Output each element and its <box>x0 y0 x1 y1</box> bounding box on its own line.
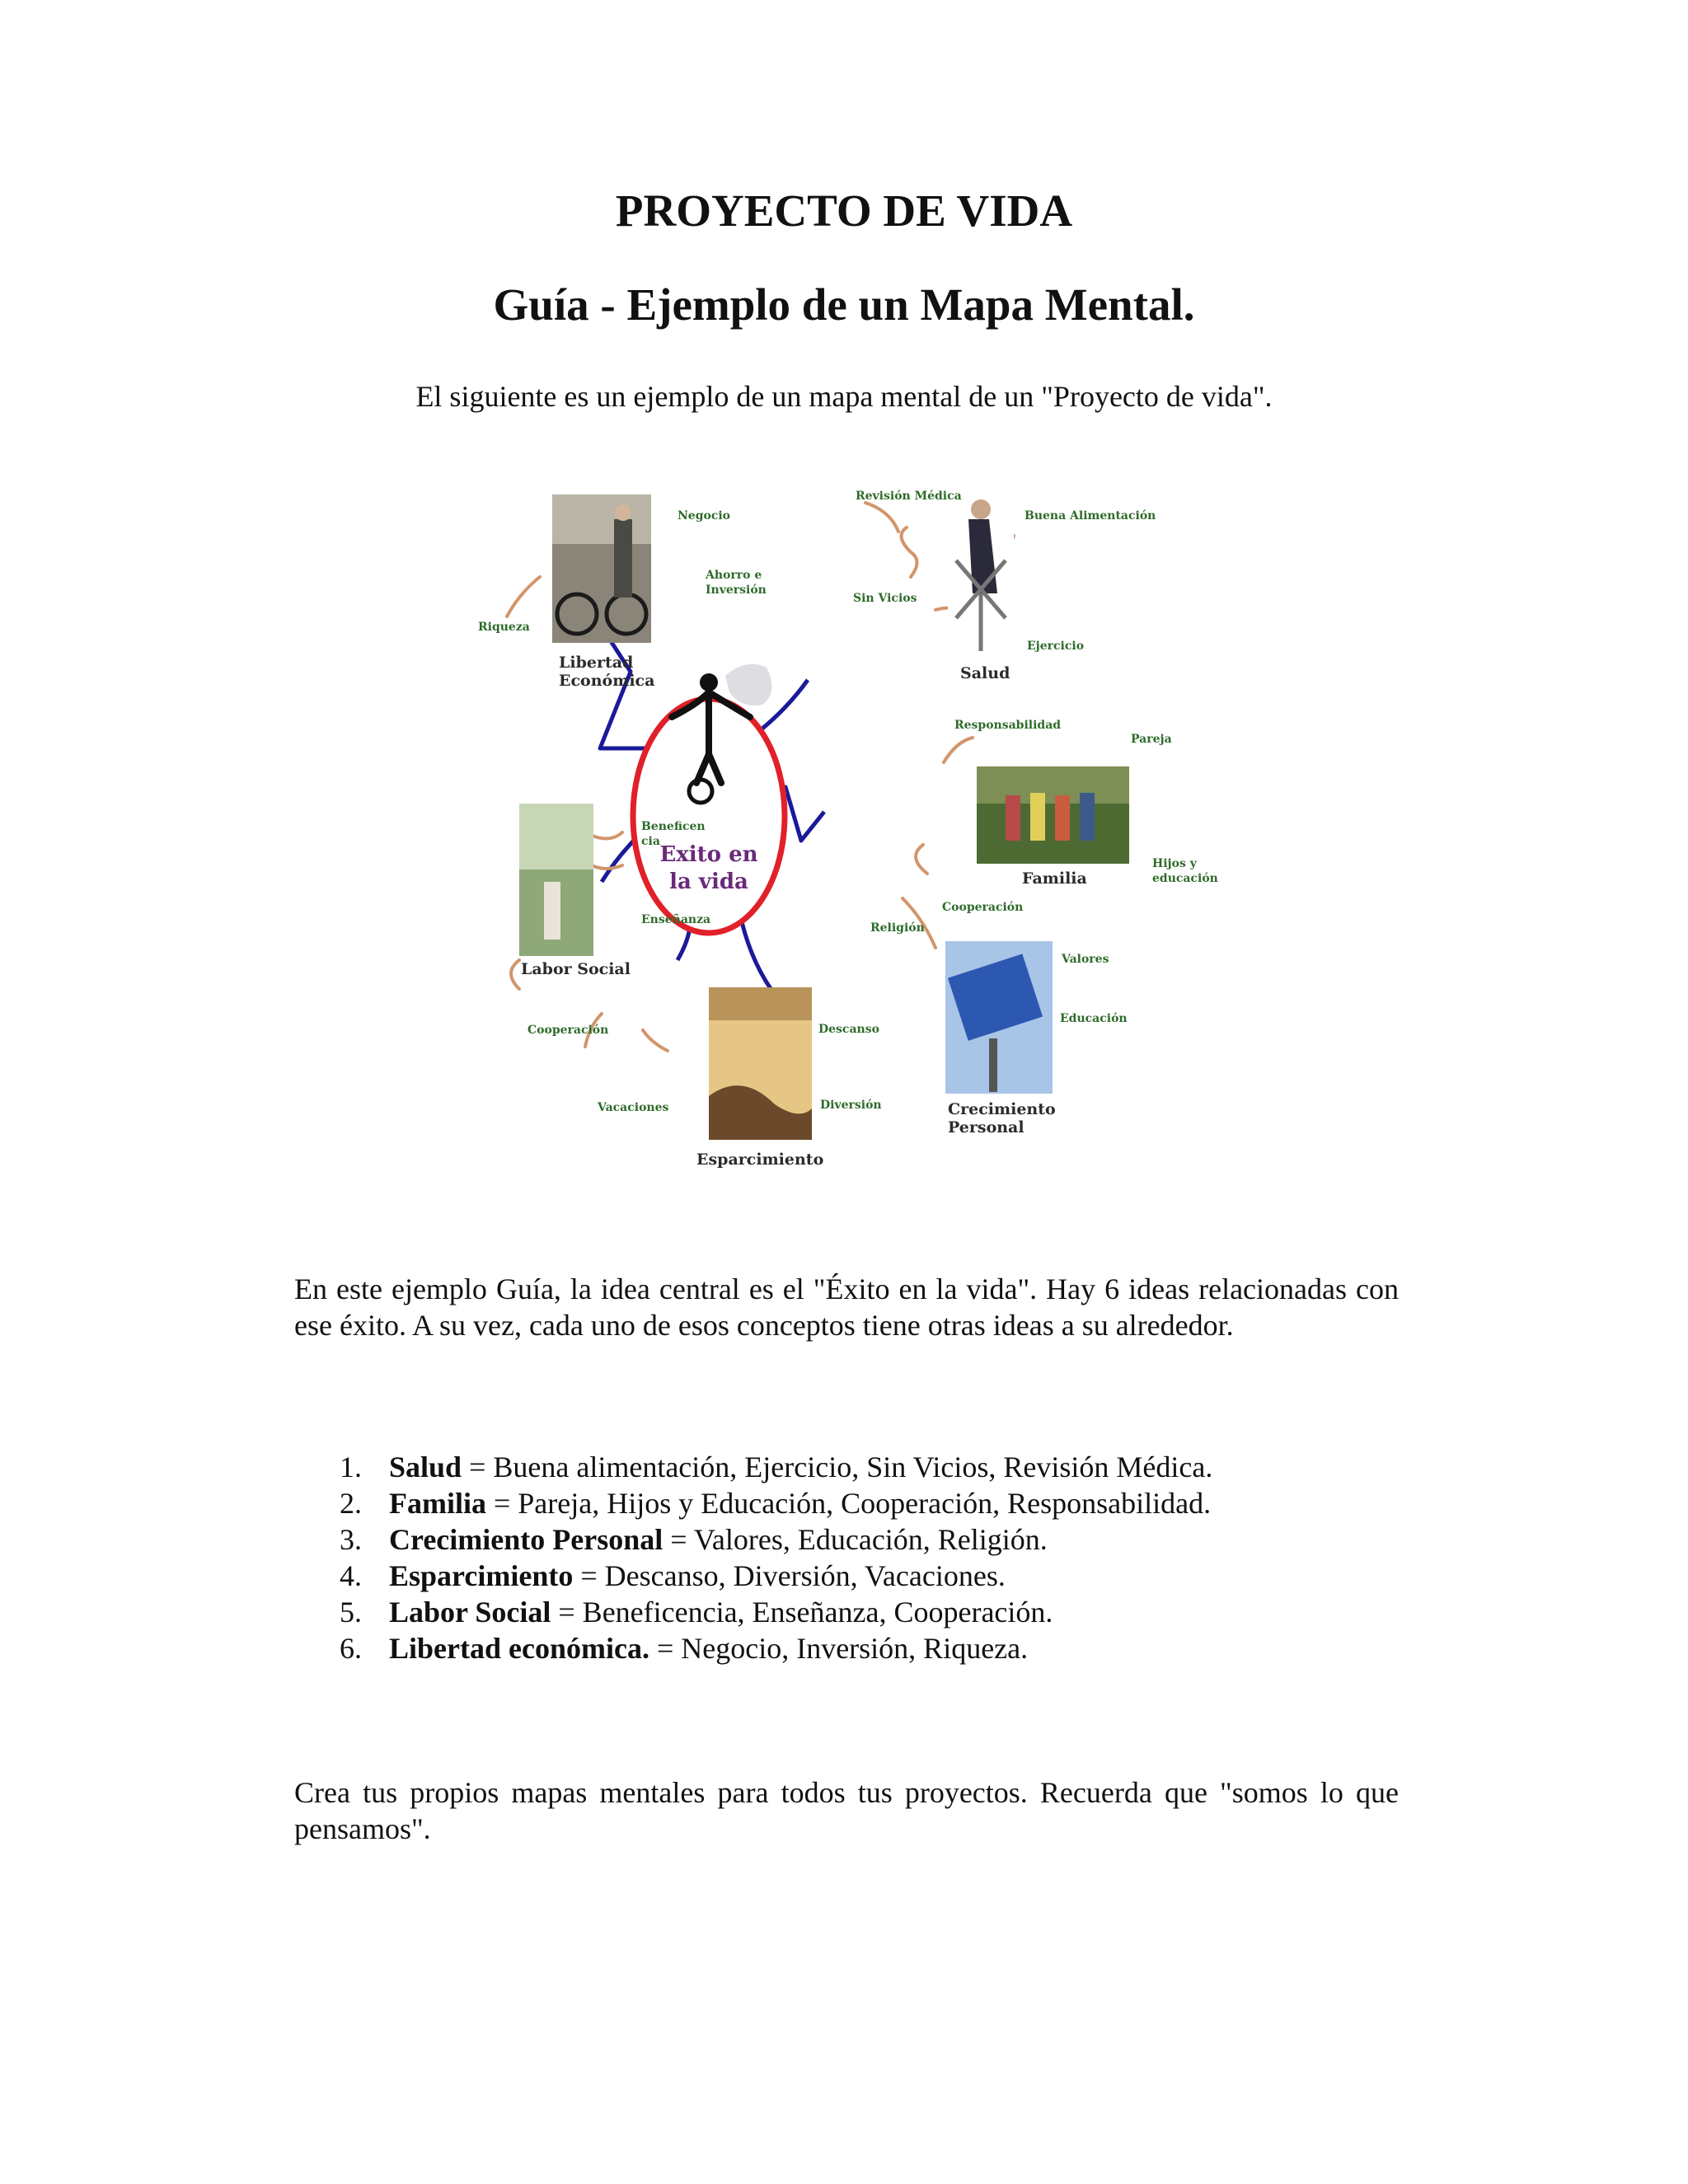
crecimiento-caption-1: Crecimiento <box>948 1100 1056 1118</box>
leaf-beneficencia-1: Beneficen <box>641 820 706 833</box>
list-number: 4. <box>340 1559 362 1592</box>
leaf-diversion: Diversión <box>820 1099 882 1112</box>
paragraph-explanation: En este ejemplo Guía, la idea central es el "Éxito en la vida". Hay 6 ideas relacionadas con ese éxito. A su vez, cada uno de esos conceptos tiene otras ideas a su alrededor. <box>294 1272 1399 1342</box>
leaf-ahorro-1: Ahorro e <box>706 569 762 582</box>
leaf-alimentacion: Buena Alimentación <box>1025 509 1156 523</box>
page-subtitle: Guía - Ejemplo de un Mapa Mental. <box>493 279 1195 330</box>
list-term: Libertad económica. <box>389 1632 649 1665</box>
libertad-caption-1: Libertad <box>559 654 634 672</box>
leaf-beneficencia-2: cia <box>641 835 660 848</box>
list-term: Familia <box>389 1487 486 1520</box>
leaf-educacion: Educación <box>1060 1012 1128 1025</box>
leaf-vacaciones: Vacaciones <box>598 1101 669 1114</box>
leaf-sin-vicios: Sin Vicios <box>853 592 917 605</box>
list-number: 5. <box>340 1596 362 1629</box>
leaf-pareja: Pareja <box>1131 733 1172 746</box>
list-term: Esparcimiento <box>389 1559 574 1592</box>
leaf-hijos-1: Hijos y <box>1152 857 1197 870</box>
list-term: Crecimiento Personal <box>389 1523 663 1556</box>
list-detail: = Negocio, Inversión, Riqueza. <box>649 1632 1029 1665</box>
intro-text: El siguiente es un ejemplo de un mapa mental de un "Proyecto de vida". <box>415 380 1273 413</box>
list-number: 1. <box>340 1451 362 1483</box>
leaf-responsabilidad: Responsabilidad <box>954 719 1062 732</box>
list-detail: = Pareja, Hijos y Educación, Cooperación, Responsabilidad. <box>485 1487 1212 1520</box>
leaf-ahorro-2: Inversión <box>706 583 767 597</box>
list-number: 2. <box>340 1487 362 1520</box>
list-number: 6. <box>340 1632 362 1665</box>
mind-map-figure <box>462 470 1253 1179</box>
list-detail: = Descanso, Diversión, Vacaciones. <box>573 1559 1006 1592</box>
paragraph-closing: Crea tus propios mapas mentales para todos tus proyectos. Recuerda que "somos lo que pensamos". <box>294 1776 1399 1845</box>
leaf-hijos-2: educación <box>1152 872 1218 885</box>
leaf-negocio: Negocio <box>678 509 731 523</box>
center-label-1: Exito en <box>659 842 758 867</box>
leaf-valores: Valores <box>1062 953 1109 966</box>
leaf-riqueza: Riqueza <box>478 621 530 634</box>
leaf-revision: Revisión Médica <box>856 490 962 503</box>
list-term: Salud <box>389 1451 462 1483</box>
list-detail: = Beneficencia, Enseñanza, Cooperación. <box>551 1596 1053 1629</box>
familia-caption: Familia <box>1022 869 1087 888</box>
page-title: PROYECTO DE VIDA <box>615 185 1073 236</box>
center-label-2: la vida <box>669 869 748 894</box>
salud-caption: Salud <box>960 664 1010 682</box>
esparcimiento-caption: Esparcimiento <box>696 1151 824 1169</box>
leaf-cooperacion-labor: Cooperación <box>528 1024 609 1037</box>
leaf-ejercicio: Ejercicio <box>1027 640 1085 653</box>
leaf-cooperacion-familia: Cooperación <box>942 901 1024 914</box>
libertad-caption-2: Económica <box>559 672 655 690</box>
list-number: 3. <box>340 1523 362 1556</box>
leaf-descanso: Descanso <box>818 1023 879 1036</box>
list-term: Labor Social <box>389 1596 551 1629</box>
list-detail: = Buena alimentación, Ejercicio, Sin Vicios, Revisión Médica. <box>462 1451 1213 1483</box>
leaf-ensenanza: Enseñanza <box>641 913 711 926</box>
crecimiento-caption-2: Personal <box>948 1118 1025 1137</box>
labor-caption: Labor Social <box>521 960 631 978</box>
leaf-religion: Religión <box>870 921 925 935</box>
list-detail: = Valores, Educación, Religión. <box>663 1523 1048 1556</box>
